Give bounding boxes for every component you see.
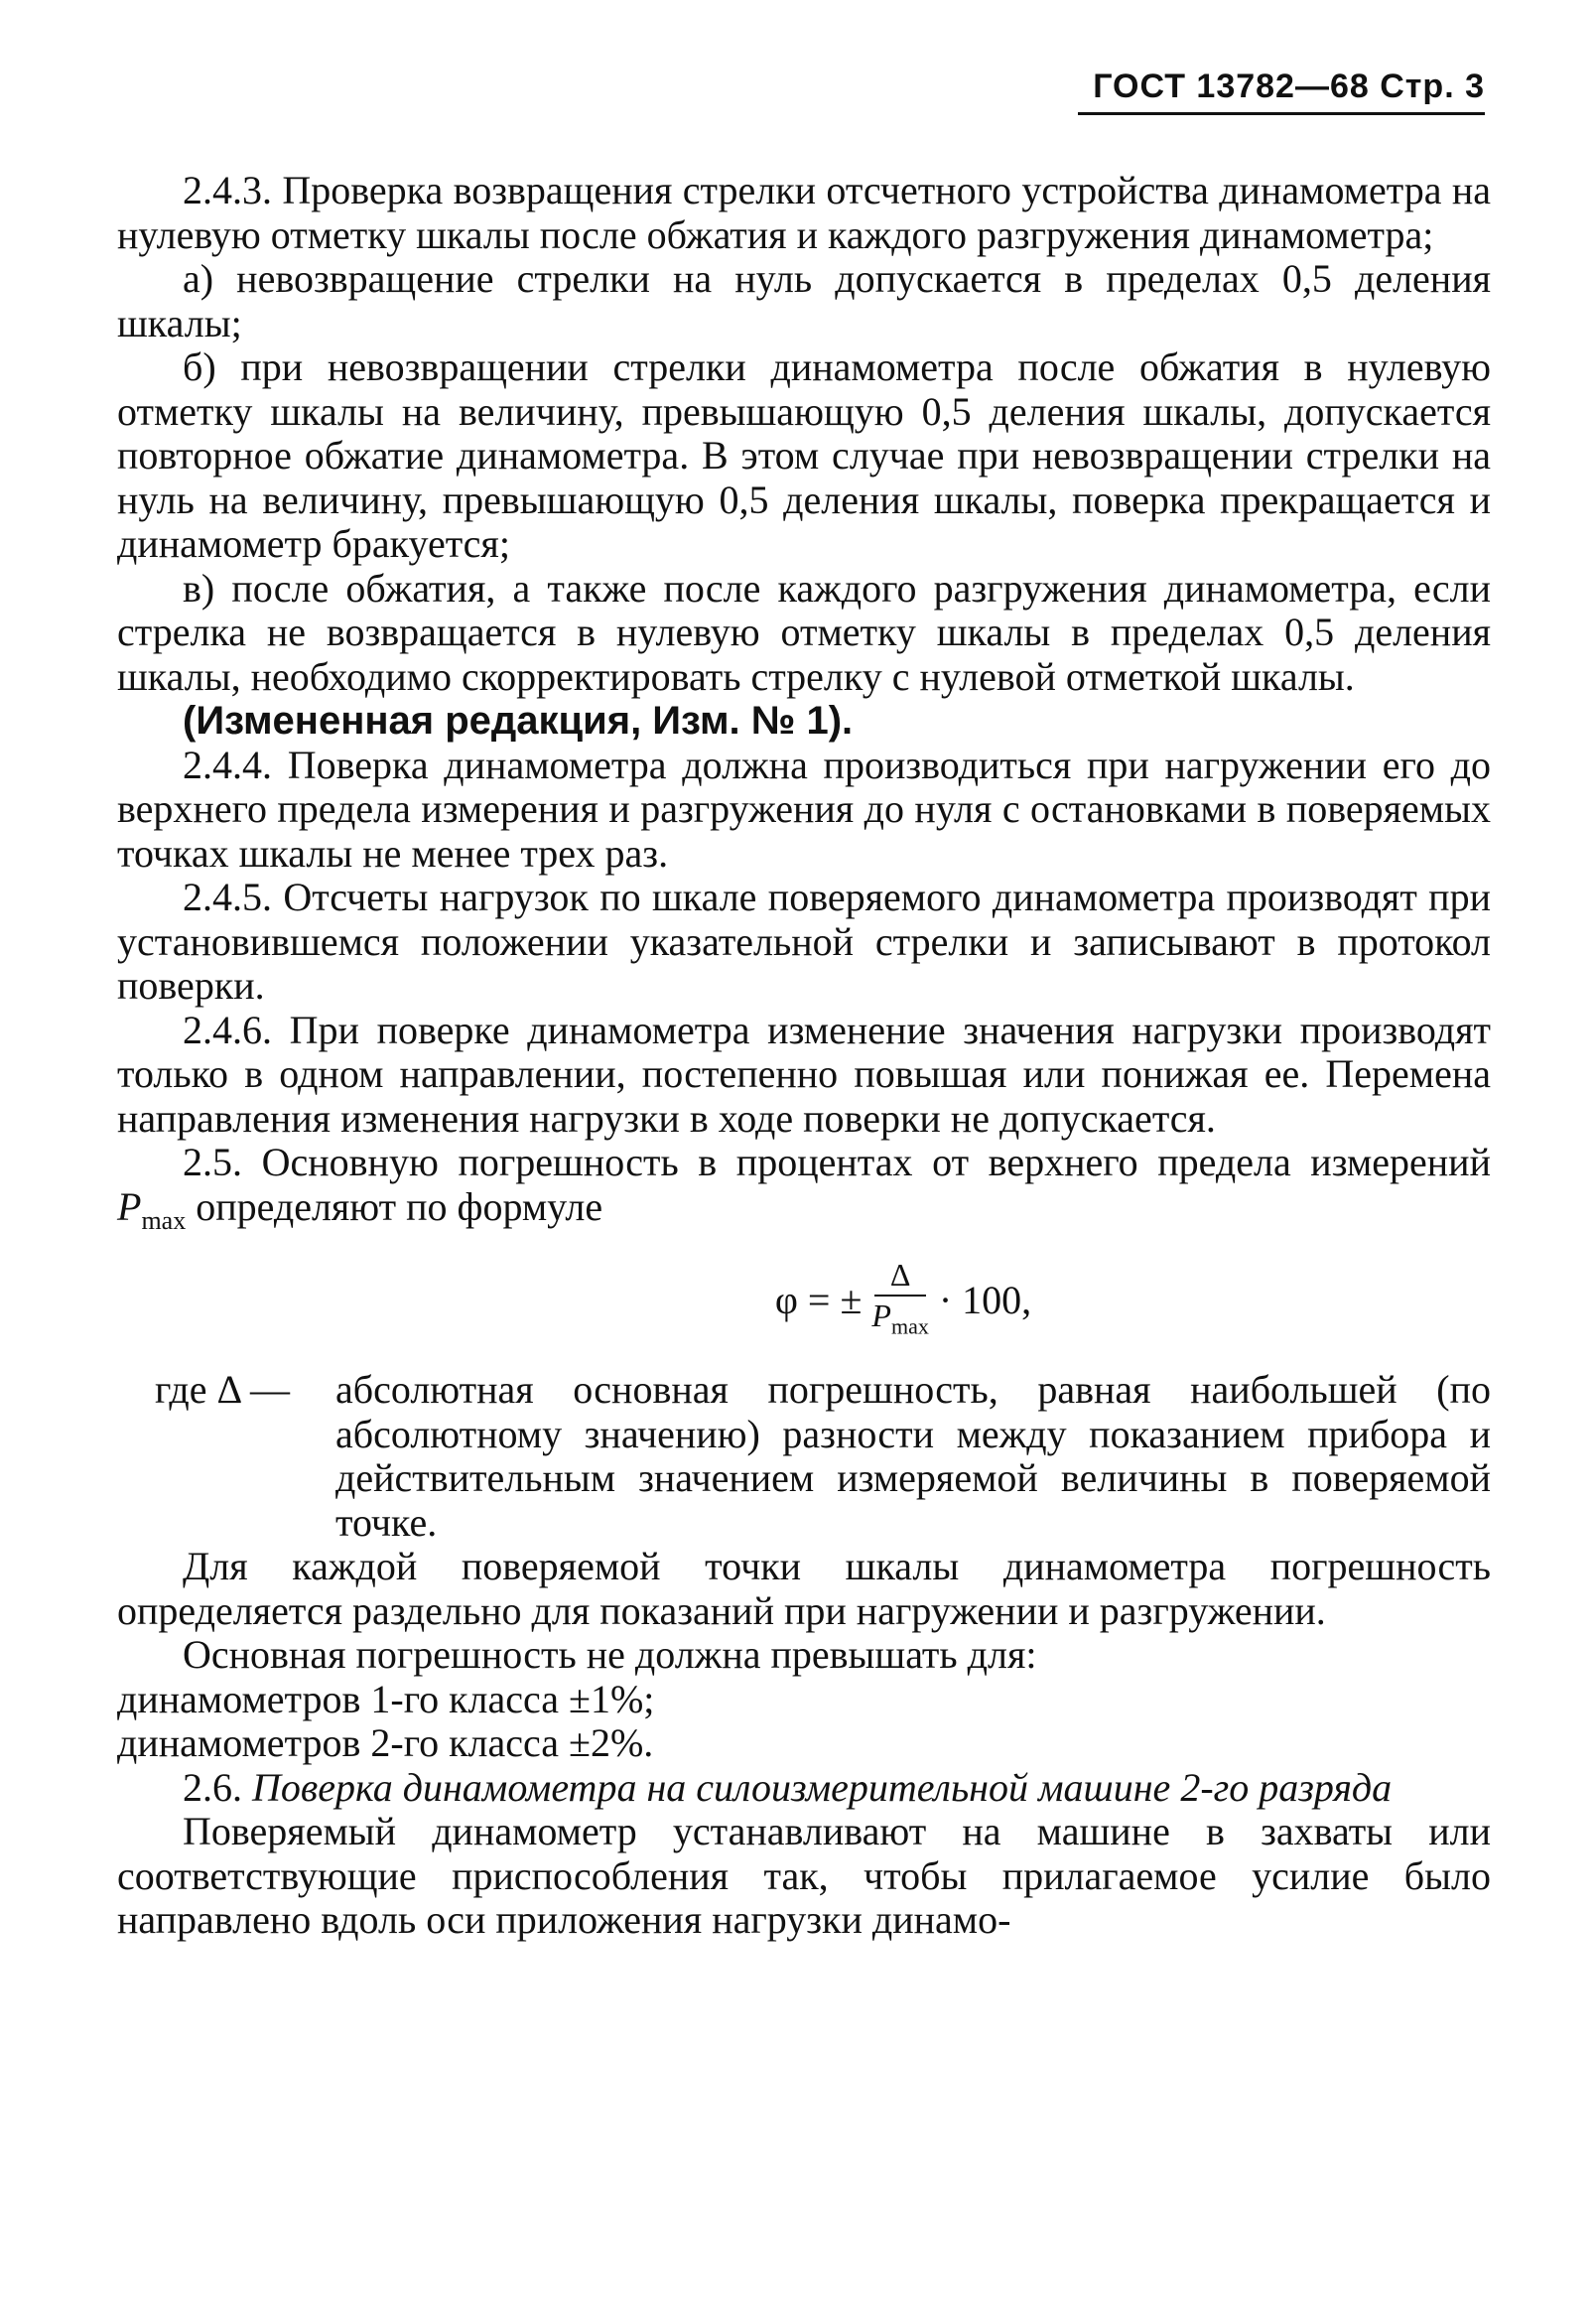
formula-fraction	[871, 1257, 928, 1345]
formula-lhs: φ = ±	[774, 1278, 863, 1323]
formula-numerator: Δ	[874, 1257, 927, 1297]
paragraph-2-6	[117, 1766, 1491, 1811]
paragraph-2-4-4: 2.4.4. Поверка динамометра должна производиться при нагружении его до верхнего предела измерения и разгружения до нуля с остановками в поверяемых точках шкалы не менее трех раз.	[117, 742, 1491, 876]
paragraph-2-4-3: 2.4.3. Проверка возвращения стрелки отсчетного устройства динамометра на нулевую отметку шкалы после обжатия и каждого разгружения динамометра;	[117, 168, 1491, 257]
p-max-variable: P	[117, 1183, 142, 1229]
paragraph-2-6-number: 2.6.	[183, 1764, 252, 1810]
error-formula	[117, 1257, 1491, 1348]
formula-legend	[117, 1368, 1491, 1545]
paragraph-item-v: в) после обжатия, а также после каждого разгружения динамометра, если стрелка не возвращается в нулевую отметку шкалы в пределах 0,5 деления шкалы, необходимо скорректировать стрелку с нулевой отметкой шкалы.	[117, 565, 1491, 699]
formula-denominator-sub: max	[890, 1313, 929, 1339]
paragraph-2-4-6: 2.4.6. При поверке динамометра изменение значения нагрузки производят только в одном направлении, постепенно повышая или понижая ее. Перемена направления изменения нагрузки в ходе поверки не допускается.	[117, 1007, 1491, 1141]
paragraph-2-6-title: Поверка динамометра на силоизмерительной машине 2-го разряда	[252, 1764, 1393, 1810]
p-max-subscript: max	[141, 1205, 187, 1235]
formula-legend-label: где Δ —	[155, 1367, 291, 1412]
formula-rhs: · 100,	[938, 1278, 1032, 1323]
paragraph-installation: Поверяемый динамометр устанавливают на машине в захваты или соответствующие приспособления так, чтобы прилагаемое усилие было направлено вдоль оси приложения нагрузки динамо-	[117, 1809, 1491, 1942]
paragraph-2-5-text-a: 2.5. Основную погрешность в процентах от верхнего предела измерений	[183, 1140, 1491, 1184]
paragraph-main-error: Основная погрешность не должна превышать для:	[183, 1632, 1037, 1677]
formula-denominator	[871, 1297, 928, 1345]
paragraph-2-5-text-b: определяют по формуле	[186, 1183, 603, 1229]
paragraph-each-point: Для каждой поверяемой точки шкалы динамометра погрешность определяется раздельно для показаний при нагружении и разгружении.	[117, 1544, 1491, 1633]
paragraph-item-a: а) невозвращение стрелки на нуль допускается в пределах 0,5 деления шкалы;	[117, 256, 1491, 345]
paragraph-item-b: б) при невозвращении стрелки динамометра после обжатия в нулевую отметку шкалы на величину, превышающую 0,5 деления шкалы, допускается повторное обжатие динамометра. В этом случае при невозвращении стрелки на нуль на величину, превышающую 0,5 деления шкалы, поверка прекращается и динамометр бракуется;	[117, 344, 1491, 566]
formula-denominator-var: P	[871, 1298, 891, 1333]
paragraph-2-4-5: 2.4.5. Отсчеты нагрузок по шкале поверяемого динамометра производят при установившемся положении указательной стрелки и записывают в протокол поверки.	[117, 875, 1491, 1008]
class-1-limit: динамометров 1-го класса ±1%;	[117, 1676, 655, 1721]
page-header: ГОСТ 13782—68 Стр. 3	[1078, 68, 1485, 115]
document-body	[117, 169, 1491, 1943]
formula-legend-text: абсолютная основная погрешность, равная наибольшей (по абсолютному значению) разности между показанием прибора и действительным значением измеряемой величины в поверяемой точке.	[335, 1367, 1491, 1545]
amendment-note: (Измененная редакция, Изм. № 1).	[183, 699, 854, 743]
paragraph-2-5	[117, 1141, 1491, 1243]
class-2-limit: динамометров 2-го класса ±2%.	[117, 1720, 654, 1765]
